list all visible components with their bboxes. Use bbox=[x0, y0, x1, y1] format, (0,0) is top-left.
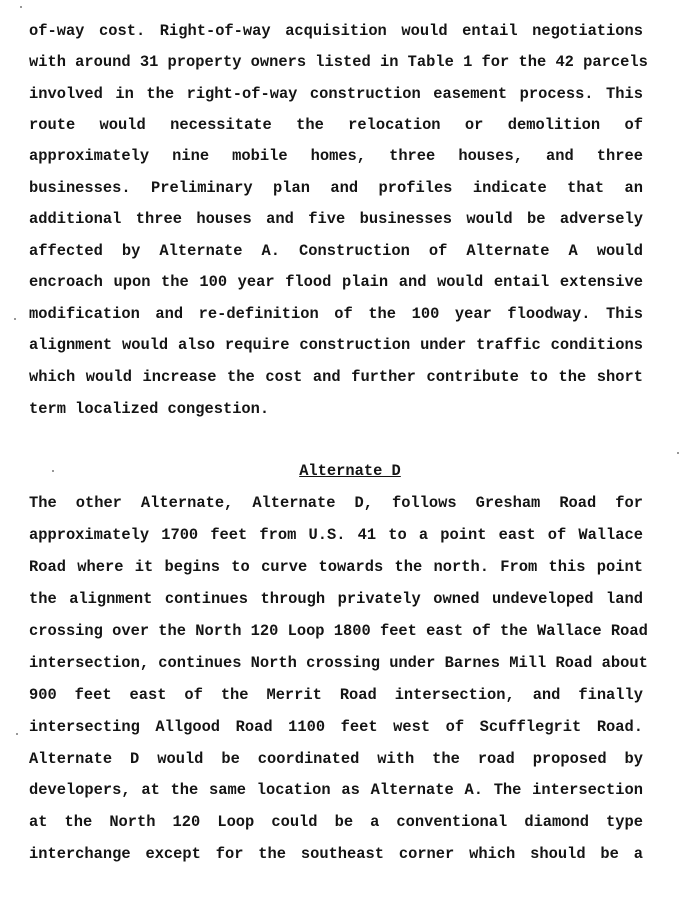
text-line: 900 feet east of the Merrit Road intersection, and finally bbox=[29, 686, 643, 704]
text-line: modification and re-definition of the 100 year floodway. This bbox=[29, 305, 643, 323]
text-line: with around 31 property owners listed in Table 1 for the 42 parcels bbox=[29, 53, 648, 71]
text-line: term localized congestion. bbox=[29, 400, 270, 418]
scan-speck bbox=[20, 6, 22, 8]
text-line: encroach upon the 100 year flood plain and would entail extensive bbox=[29, 273, 643, 291]
scan-speck bbox=[677, 452, 679, 454]
text-line: approximately 1700 feet from U.S. 41 to a point east of Wallace bbox=[29, 526, 643, 544]
text-line: intersecting Allgood Road 1100 feet west of Scufflegrit Road. bbox=[29, 718, 643, 736]
text-line: Road where it begins to curve towards the north. From this point bbox=[29, 558, 643, 576]
section-heading: Alternate D bbox=[299, 462, 401, 480]
text-line: interchange except for the southeast corner which should be a bbox=[29, 845, 643, 863]
text-line: route would necessitate the relocation or demolition of bbox=[29, 116, 643, 134]
text-line: crossing over the North 120 Loop 1800 feet east of the Wallace Road bbox=[29, 622, 648, 640]
text-line: intersection, continues North crossing under Barnes Mill Road about bbox=[29, 654, 648, 672]
text-line: the alignment continues through privately owned undeveloped land bbox=[29, 590, 643, 608]
text-line: of-way cost. Right-of-way acquisition would entail negotiations bbox=[29, 22, 643, 40]
text-line: The other Alternate, Alternate D, follows Gresham Road for bbox=[29, 494, 643, 512]
text-line: affected by Alternate A. Construction of Alternate A would bbox=[29, 242, 643, 260]
text-line: Alternate D would be coordinated with the road proposed by bbox=[29, 750, 643, 768]
text-line: involved in the right-of-way construction easement process. This bbox=[29, 85, 643, 103]
scan-speck bbox=[16, 733, 18, 735]
scan-speck bbox=[14, 318, 16, 320]
text-line: alignment would also require construction under traffic conditions bbox=[29, 336, 643, 354]
text-line: at the North 120 Loop could be a conventional diamond type bbox=[29, 813, 643, 831]
scan-speck bbox=[52, 470, 54, 472]
text-line: additional three houses and five businesses would be adversely bbox=[29, 210, 643, 228]
text-line: businesses. Preliminary plan and profiles indicate that an bbox=[29, 179, 643, 197]
text-line: which would increase the cost and further contribute to the short bbox=[29, 368, 643, 386]
text-line: developers, at the same location as Alternate A. The intersection bbox=[29, 781, 643, 799]
text-line: approximately nine mobile homes, three houses, and three bbox=[29, 147, 643, 165]
